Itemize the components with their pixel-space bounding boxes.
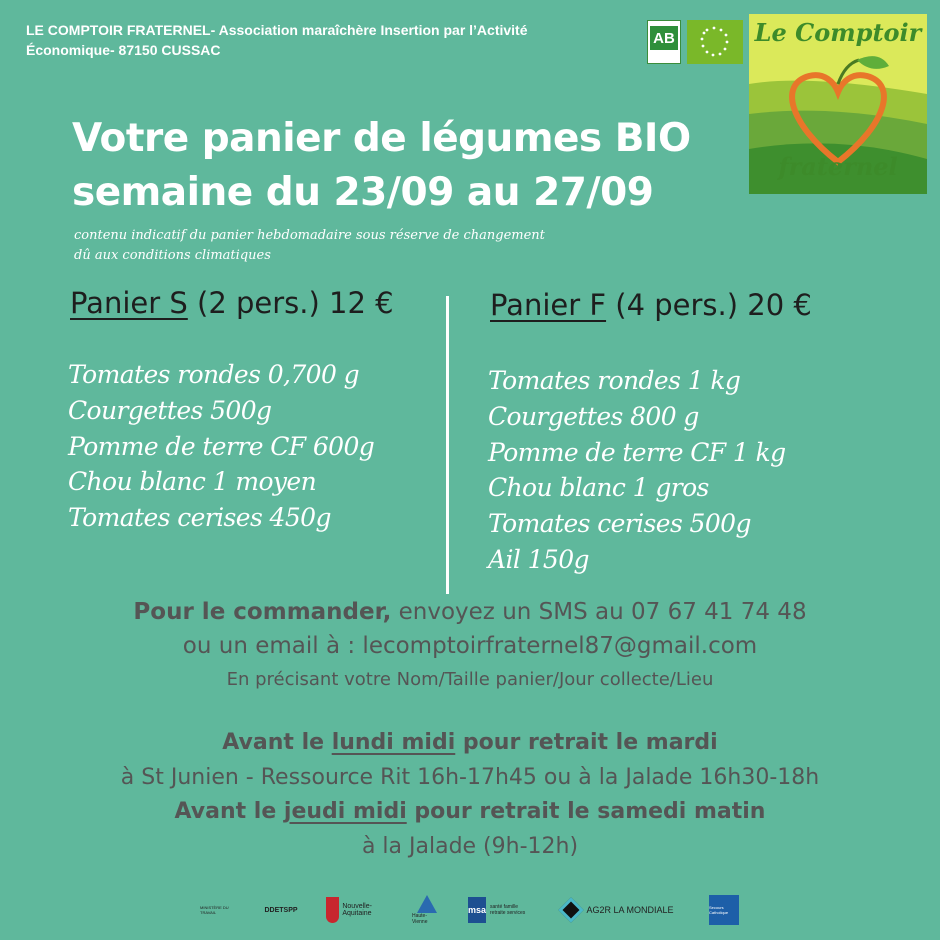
disclaimer-line-1: contenu indicatif du panier hebdomadaire sous réserve de changement xyxy=(74,228,545,243)
brand-bottom-text: fraternel xyxy=(778,152,898,181)
list-item: Chou blanc 1 moyen xyxy=(68,467,317,497)
ag2r-icon xyxy=(559,897,584,922)
pickup-heading-saturday: Avant le jeudi midi pour retrait le samedi matin xyxy=(174,799,766,824)
le-comptoir-fraternel-logo xyxy=(749,14,927,194)
list-item: Chou blanc 1 gros xyxy=(488,473,709,503)
partner-logos xyxy=(200,892,740,928)
eu-organic-leaf-icon xyxy=(687,20,743,64)
list-item: Tomates cerises 450g xyxy=(68,503,331,533)
pickup-info xyxy=(20,726,920,864)
order-email: ou un email à : lecomptoirfraternel87@gmail.com xyxy=(182,633,758,659)
org-line-1: LE COMPTOIR FRATERNEL- Association maraîchère Insertion par l’Activité xyxy=(26,22,528,38)
msa-icon: msa xyxy=(468,897,486,923)
ministere-travail-logo: MINISTÈRE DU TRAVAIL xyxy=(200,905,229,915)
basket-f-detail: (4 pers.) 20 € xyxy=(615,288,812,322)
basket-f-items xyxy=(488,363,785,578)
basket-s-items xyxy=(68,357,374,536)
list-item: Pomme de terre CF 1 kg xyxy=(488,437,786,467)
order-instructions: En précisant votre Nom/Taille panier/Jour collecte/Lieu xyxy=(226,669,714,690)
basket-f-name: Panier F xyxy=(490,288,607,322)
pickup-location-saturday: à la Jalade (9h-12h) xyxy=(361,834,579,859)
order-info xyxy=(40,596,900,696)
brand-top-text: Le Comptoir xyxy=(754,18,922,47)
list-item: Tomates cerises 500g xyxy=(488,509,751,539)
basket-f-heading xyxy=(490,288,812,322)
list-item: Courgettes 500g xyxy=(68,395,272,425)
basket-s-heading xyxy=(70,286,394,320)
title-line-1: Votre panier de légumes BIO xyxy=(72,116,691,161)
list-item: Tomates rondes 0,700 g xyxy=(68,360,360,389)
order-sms: envoyez un SMS au 07 67 41 74 48 xyxy=(391,599,807,625)
ddetspp-logo: DDETSPP xyxy=(264,906,298,914)
basket-s-detail: (2 pers.) 12 € xyxy=(197,286,394,320)
list-item: Pomme de terre CF 600g xyxy=(68,431,375,461)
haute-vienne-icon xyxy=(417,895,437,913)
disclaimer xyxy=(74,226,634,266)
page-title xyxy=(72,112,732,220)
ab-organic-logo xyxy=(647,20,681,64)
basket-s-name: Panier S xyxy=(70,286,188,320)
region-shield-icon xyxy=(326,897,339,923)
pickup-heading-tuesday: Avant le lundi midi pour retrait le mardi xyxy=(222,730,718,755)
order-line-1 xyxy=(40,596,900,628)
list-item: Courgettes 800 g xyxy=(488,401,699,431)
organization-header xyxy=(26,20,646,60)
disclaimer-line-2: dû aux conditions climatiques xyxy=(74,248,271,263)
org-line-2: Économique- 87150 CUSSAC xyxy=(26,42,221,58)
pickup-location-tuesday: à St Junien - Ressource Rit 16h-17h45 ou à la Jalade 16h30-18h xyxy=(120,765,820,790)
msa-logo: msa santé famille retraite services xyxy=(468,894,528,926)
list-item: Ail 150g xyxy=(488,544,589,574)
nouvelle-aquitaine-logo: Nouvelle-Aquitaine xyxy=(326,894,386,926)
ab-label: AB xyxy=(650,26,678,50)
list-item: Tomates rondes 1 kg xyxy=(488,366,741,395)
haute-vienne-logo: Haute-Vienne xyxy=(412,894,442,926)
secours-catholique-logo: Secours Catholique xyxy=(708,894,740,926)
order-lead: Pour le commander, xyxy=(133,599,392,625)
ag2r-logo: AG2R LA MONDIALE xyxy=(554,894,682,926)
column-divider xyxy=(446,296,449,594)
title-line-2: semaine du 23/09 au 27/09 xyxy=(72,170,654,215)
